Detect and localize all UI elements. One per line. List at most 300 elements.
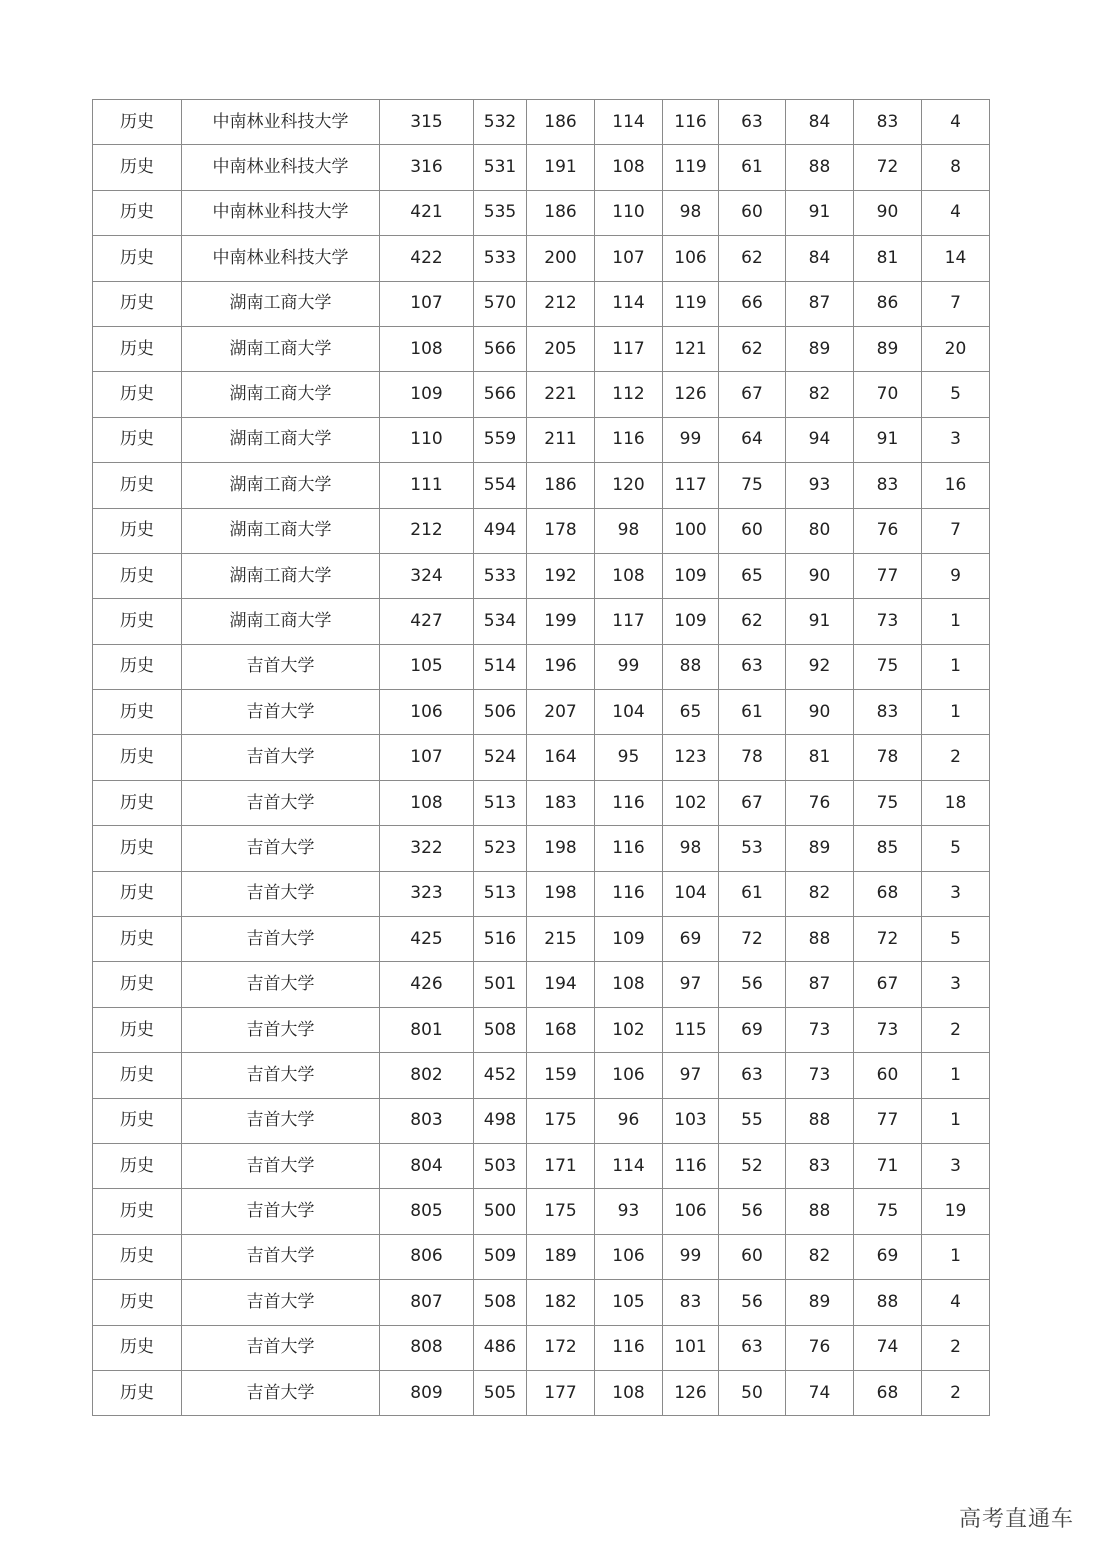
cell-subject: 历史	[93, 962, 182, 1007]
cell-col-9: 89	[786, 326, 854, 371]
cell-col-9: 82	[786, 372, 854, 417]
cell-total-score: 514	[474, 644, 527, 689]
cell-subject: 历史	[93, 1280, 182, 1325]
cell-col-6: 105	[595, 1280, 663, 1325]
cell-col-8: 56	[719, 1189, 786, 1234]
cell-university: 湖南工商大学	[182, 553, 380, 598]
cell-major-code: 108	[380, 326, 474, 371]
cell-major-code: 422	[380, 236, 474, 281]
cell-col-7: 116	[663, 1143, 719, 1188]
cell-col-6: 106	[595, 1053, 663, 1098]
table-row	[93, 1143, 990, 1188]
cell-col-11: 2	[922, 1007, 990, 1052]
cell-total-score: 524	[474, 735, 527, 780]
cell-subject: 历史	[93, 145, 182, 190]
cell-col-6: 110	[595, 190, 663, 235]
cell-col-11: 1	[922, 690, 990, 735]
cell-university: 吉首大学	[182, 1007, 380, 1052]
cell-total-score: 554	[474, 463, 527, 508]
cell-university: 湖南工商大学	[182, 463, 380, 508]
cell-col-6: 104	[595, 690, 663, 735]
cell-col-10: 72	[854, 145, 922, 190]
cell-col-5: 172	[527, 1325, 595, 1370]
cell-col-8: 66	[719, 281, 786, 326]
table-row	[93, 735, 990, 780]
table-row	[93, 281, 990, 326]
cell-col-9: 93	[786, 463, 854, 508]
cell-major-code: 426	[380, 962, 474, 1007]
admission-score-table	[92, 99, 990, 1416]
cell-subject: 历史	[93, 1143, 182, 1188]
cell-col-5: 212	[527, 281, 595, 326]
table-row	[93, 1370, 990, 1415]
cell-col-6: 96	[595, 1098, 663, 1143]
cell-col-6: 120	[595, 463, 663, 508]
cell-subject: 历史	[93, 372, 182, 417]
cell-total-score: 535	[474, 190, 527, 235]
cell-col-8: 60	[719, 190, 786, 235]
cell-col-10: 83	[854, 100, 922, 145]
cell-col-10: 67	[854, 962, 922, 1007]
cell-col-6: 107	[595, 236, 663, 281]
cell-university: 吉首大学	[182, 826, 380, 871]
cell-col-6: 102	[595, 1007, 663, 1052]
cell-subject: 历史	[93, 644, 182, 689]
cell-col-10: 75	[854, 780, 922, 825]
cell-col-11: 3	[922, 871, 990, 916]
cell-col-5: 211	[527, 417, 595, 462]
cell-total-score: 516	[474, 917, 527, 962]
cell-total-score: 566	[474, 372, 527, 417]
table-row	[93, 1189, 990, 1234]
cell-col-11: 8	[922, 145, 990, 190]
cell-subject: 历史	[93, 917, 182, 962]
cell-col-9: 88	[786, 1189, 854, 1234]
cell-col-5: 198	[527, 871, 595, 916]
cell-col-9: 73	[786, 1007, 854, 1052]
table-row	[93, 917, 990, 962]
cell-col-6: 95	[595, 735, 663, 780]
cell-col-6: 116	[595, 1325, 663, 1370]
cell-university: 吉首大学	[182, 780, 380, 825]
cell-major-code: 107	[380, 735, 474, 780]
cell-col-10: 77	[854, 553, 922, 598]
cell-col-8: 63	[719, 644, 786, 689]
cell-col-7: 123	[663, 735, 719, 780]
cell-col-7: 106	[663, 1189, 719, 1234]
cell-total-score: 559	[474, 417, 527, 462]
cell-col-10: 68	[854, 871, 922, 916]
cell-subject: 历史	[93, 871, 182, 916]
cell-col-10: 73	[854, 1007, 922, 1052]
cell-major-code: 421	[380, 190, 474, 235]
cell-col-8: 65	[719, 553, 786, 598]
cell-major-code: 425	[380, 917, 474, 962]
cell-total-score: 506	[474, 690, 527, 735]
cell-col-5: 186	[527, 190, 595, 235]
cell-col-6: 114	[595, 1143, 663, 1188]
cell-col-10: 71	[854, 1143, 922, 1188]
cell-col-6: 106	[595, 1234, 663, 1279]
cell-col-5: 205	[527, 326, 595, 371]
cell-col-5: 171	[527, 1143, 595, 1188]
cell-col-9: 87	[786, 281, 854, 326]
cell-total-score: 531	[474, 145, 527, 190]
cell-col-5: 200	[527, 236, 595, 281]
table-row	[93, 100, 990, 145]
cell-col-10: 78	[854, 735, 922, 780]
cell-university: 吉首大学	[182, 917, 380, 962]
cell-col-9: 90	[786, 690, 854, 735]
cell-university: 湖南工商大学	[182, 508, 380, 553]
cell-university: 吉首大学	[182, 1143, 380, 1188]
cell-col-8: 50	[719, 1370, 786, 1415]
cell-total-score: 452	[474, 1053, 527, 1098]
cell-col-11: 4	[922, 100, 990, 145]
cell-col-5: 207	[527, 690, 595, 735]
cell-total-score: 500	[474, 1189, 527, 1234]
cell-major-code: 212	[380, 508, 474, 553]
cell-col-9: 90	[786, 553, 854, 598]
cell-major-code: 802	[380, 1053, 474, 1098]
cell-col-7: 83	[663, 1280, 719, 1325]
cell-university: 吉首大学	[182, 1325, 380, 1370]
cell-col-11: 19	[922, 1189, 990, 1234]
cell-university: 吉首大学	[182, 1280, 380, 1325]
cell-col-7: 126	[663, 372, 719, 417]
table-row	[93, 1098, 990, 1143]
table-row	[93, 508, 990, 553]
cell-col-9: 82	[786, 871, 854, 916]
cell-col-9: 83	[786, 1143, 854, 1188]
cell-subject: 历史	[93, 100, 182, 145]
cell-university: 吉首大学	[182, 1053, 380, 1098]
cell-col-9: 94	[786, 417, 854, 462]
cell-col-10: 75	[854, 644, 922, 689]
cell-col-7: 99	[663, 417, 719, 462]
cell-col-5: 189	[527, 1234, 595, 1279]
cell-total-score: 509	[474, 1234, 527, 1279]
cell-col-5: 175	[527, 1098, 595, 1143]
cell-col-7: 119	[663, 145, 719, 190]
cell-university: 中南林业科技大学	[182, 190, 380, 235]
cell-col-7: 97	[663, 962, 719, 1007]
cell-col-11: 18	[922, 780, 990, 825]
table-row	[93, 553, 990, 598]
cell-col-11: 1	[922, 1053, 990, 1098]
cell-subject: 历史	[93, 1234, 182, 1279]
cell-university: 吉首大学	[182, 871, 380, 916]
cell-total-score: 508	[474, 1007, 527, 1052]
cell-col-5: 194	[527, 962, 595, 1007]
table-row	[93, 1325, 990, 1370]
cell-major-code: 111	[380, 463, 474, 508]
cell-total-score: 494	[474, 508, 527, 553]
cell-total-score: 513	[474, 780, 527, 825]
cell-subject: 历史	[93, 1370, 182, 1415]
cell-col-10: 88	[854, 1280, 922, 1325]
cell-total-score: 533	[474, 553, 527, 598]
cell-col-6: 116	[595, 871, 663, 916]
cell-col-10: 68	[854, 1370, 922, 1415]
cell-col-11: 16	[922, 463, 990, 508]
cell-major-code: 322	[380, 826, 474, 871]
cell-col-11: 1	[922, 599, 990, 644]
cell-university: 湖南工商大学	[182, 372, 380, 417]
cell-university: 吉首大学	[182, 690, 380, 735]
cell-col-11: 7	[922, 508, 990, 553]
cell-col-7: 102	[663, 780, 719, 825]
cell-col-11: 7	[922, 281, 990, 326]
cell-total-score: 566	[474, 326, 527, 371]
cell-col-5: 159	[527, 1053, 595, 1098]
cell-col-9: 88	[786, 917, 854, 962]
cell-major-code: 427	[380, 599, 474, 644]
table-row	[93, 463, 990, 508]
cell-col-8: 53	[719, 826, 786, 871]
cell-col-8: 56	[719, 1280, 786, 1325]
cell-university: 中南林业科技大学	[182, 236, 380, 281]
table-row	[93, 1007, 990, 1052]
cell-major-code: 315	[380, 100, 474, 145]
table-row	[93, 599, 990, 644]
cell-col-5: 175	[527, 1189, 595, 1234]
cell-col-6: 116	[595, 780, 663, 825]
cell-col-8: 62	[719, 236, 786, 281]
cell-subject: 历史	[93, 599, 182, 644]
cell-subject: 历史	[93, 417, 182, 462]
cell-total-score: 498	[474, 1098, 527, 1143]
cell-col-7: 88	[663, 644, 719, 689]
cell-subject: 历史	[93, 281, 182, 326]
cell-col-5: 182	[527, 1280, 595, 1325]
cell-col-7: 101	[663, 1325, 719, 1370]
cell-university: 湖南工商大学	[182, 281, 380, 326]
cell-major-code: 110	[380, 417, 474, 462]
cell-col-11: 5	[922, 917, 990, 962]
cell-col-10: 86	[854, 281, 922, 326]
cell-col-9: 80	[786, 508, 854, 553]
cell-col-8: 63	[719, 1053, 786, 1098]
cell-col-8: 60	[719, 1234, 786, 1279]
cell-col-10: 74	[854, 1325, 922, 1370]
cell-total-score: 486	[474, 1325, 527, 1370]
cell-total-score: 533	[474, 236, 527, 281]
table-row	[93, 326, 990, 371]
cell-col-11: 3	[922, 1143, 990, 1188]
table-row	[93, 145, 990, 190]
cell-university: 湖南工商大学	[182, 599, 380, 644]
cell-col-5: 168	[527, 1007, 595, 1052]
cell-col-8: 61	[719, 145, 786, 190]
cell-col-6: 117	[595, 599, 663, 644]
table-row	[93, 690, 990, 735]
cell-major-code: 106	[380, 690, 474, 735]
table-body	[93, 100, 990, 1416]
cell-col-9: 76	[786, 1325, 854, 1370]
cell-col-7: 97	[663, 1053, 719, 1098]
cell-col-6: 116	[595, 826, 663, 871]
cell-col-9: 84	[786, 236, 854, 281]
table-row	[93, 1280, 990, 1325]
cell-major-code: 805	[380, 1189, 474, 1234]
cell-col-7: 69	[663, 917, 719, 962]
cell-major-code: 808	[380, 1325, 474, 1370]
cell-col-8: 67	[719, 780, 786, 825]
cell-col-9: 91	[786, 190, 854, 235]
cell-major-code: 324	[380, 553, 474, 598]
cell-col-9: 91	[786, 599, 854, 644]
cell-col-10: 77	[854, 1098, 922, 1143]
cell-col-6: 93	[595, 1189, 663, 1234]
cell-col-9: 89	[786, 826, 854, 871]
cell-col-10: 83	[854, 690, 922, 735]
cell-col-8: 75	[719, 463, 786, 508]
cell-major-code: 109	[380, 372, 474, 417]
cell-major-code: 801	[380, 1007, 474, 1052]
cell-major-code: 804	[380, 1143, 474, 1188]
cell-total-score: 501	[474, 962, 527, 1007]
cell-col-9: 82	[786, 1234, 854, 1279]
cell-col-11: 2	[922, 735, 990, 780]
cell-total-score: 508	[474, 1280, 527, 1325]
cell-col-7: 126	[663, 1370, 719, 1415]
cell-col-10: 76	[854, 508, 922, 553]
cell-col-6: 98	[595, 508, 663, 553]
cell-col-10: 73	[854, 599, 922, 644]
table-row	[93, 236, 990, 281]
cell-col-8: 67	[719, 372, 786, 417]
cell-col-7: 98	[663, 826, 719, 871]
cell-col-11: 5	[922, 826, 990, 871]
cell-col-10: 89	[854, 326, 922, 371]
cell-col-11: 2	[922, 1370, 990, 1415]
cell-col-6: 108	[595, 962, 663, 1007]
cell-subject: 历史	[93, 553, 182, 598]
cell-university: 吉首大学	[182, 1370, 380, 1415]
table-row	[93, 1234, 990, 1279]
cell-col-7: 117	[663, 463, 719, 508]
cell-subject: 历史	[93, 190, 182, 235]
cell-col-5: 196	[527, 644, 595, 689]
cell-col-5: 183	[527, 780, 595, 825]
cell-col-8: 52	[719, 1143, 786, 1188]
cell-col-10: 60	[854, 1053, 922, 1098]
table-row	[93, 190, 990, 235]
cell-col-11: 14	[922, 236, 990, 281]
cell-subject: 历史	[93, 1007, 182, 1052]
cell-col-9: 92	[786, 644, 854, 689]
cell-subject: 历史	[93, 690, 182, 735]
cell-col-7: 121	[663, 326, 719, 371]
table-row	[93, 417, 990, 462]
cell-col-8: 63	[719, 100, 786, 145]
cell-total-score: 532	[474, 100, 527, 145]
cell-col-8: 72	[719, 917, 786, 962]
cell-col-9: 88	[786, 145, 854, 190]
table-row	[93, 871, 990, 916]
cell-university: 中南林业科技大学	[182, 100, 380, 145]
cell-col-11: 3	[922, 417, 990, 462]
cell-col-6: 108	[595, 145, 663, 190]
cell-subject: 历史	[93, 1325, 182, 1370]
cell-major-code: 807	[380, 1280, 474, 1325]
cell-col-9: 89	[786, 1280, 854, 1325]
cell-col-8: 64	[719, 417, 786, 462]
cell-col-7: 98	[663, 190, 719, 235]
cell-col-11: 9	[922, 553, 990, 598]
cell-col-5: 186	[527, 463, 595, 508]
cell-col-6: 99	[595, 644, 663, 689]
cell-col-10: 72	[854, 917, 922, 962]
cell-university: 吉首大学	[182, 644, 380, 689]
cell-subject: 历史	[93, 735, 182, 780]
cell-col-10: 69	[854, 1234, 922, 1279]
cell-col-8: 61	[719, 690, 786, 735]
cell-col-7: 100	[663, 508, 719, 553]
cell-col-8: 55	[719, 1098, 786, 1143]
cell-col-10: 91	[854, 417, 922, 462]
cell-total-score: 570	[474, 281, 527, 326]
cell-col-10: 81	[854, 236, 922, 281]
table-row	[93, 1053, 990, 1098]
cell-col-7: 65	[663, 690, 719, 735]
cell-col-11: 1	[922, 644, 990, 689]
cell-col-7: 109	[663, 599, 719, 644]
cell-col-8: 78	[719, 735, 786, 780]
cell-col-11: 2	[922, 1325, 990, 1370]
cell-total-score: 513	[474, 871, 527, 916]
cell-major-code: 108	[380, 780, 474, 825]
cell-col-5: 164	[527, 735, 595, 780]
cell-total-score: 503	[474, 1143, 527, 1188]
cell-col-6: 109	[595, 917, 663, 962]
cell-col-7: 109	[663, 553, 719, 598]
cell-col-8: 63	[719, 1325, 786, 1370]
cell-col-7: 116	[663, 100, 719, 145]
cell-col-10: 75	[854, 1189, 922, 1234]
cell-col-5: 177	[527, 1370, 595, 1415]
cell-col-7: 99	[663, 1234, 719, 1279]
cell-col-5: 221	[527, 372, 595, 417]
cell-col-7: 104	[663, 871, 719, 916]
cell-col-7: 106	[663, 236, 719, 281]
cell-col-5: 178	[527, 508, 595, 553]
cell-major-code: 803	[380, 1098, 474, 1143]
cell-major-code: 107	[380, 281, 474, 326]
cell-col-9: 88	[786, 1098, 854, 1143]
cell-col-11: 1	[922, 1234, 990, 1279]
cell-subject: 历史	[93, 508, 182, 553]
cell-col-9: 73	[786, 1053, 854, 1098]
cell-university: 吉首大学	[182, 1234, 380, 1279]
cell-col-5: 191	[527, 145, 595, 190]
cell-major-code: 323	[380, 871, 474, 916]
cell-col-11: 1	[922, 1098, 990, 1143]
cell-col-11: 20	[922, 326, 990, 371]
cell-total-score: 534	[474, 599, 527, 644]
cell-col-8: 69	[719, 1007, 786, 1052]
table-row	[93, 780, 990, 825]
cell-col-5: 215	[527, 917, 595, 962]
cell-major-code: 809	[380, 1370, 474, 1415]
cell-col-8: 62	[719, 599, 786, 644]
watermark-text: 高考直通车	[958, 1507, 1074, 1532]
cell-col-8: 56	[719, 962, 786, 1007]
cell-col-8: 61	[719, 871, 786, 916]
cell-total-score: 505	[474, 1370, 527, 1415]
cell-col-7: 103	[663, 1098, 719, 1143]
